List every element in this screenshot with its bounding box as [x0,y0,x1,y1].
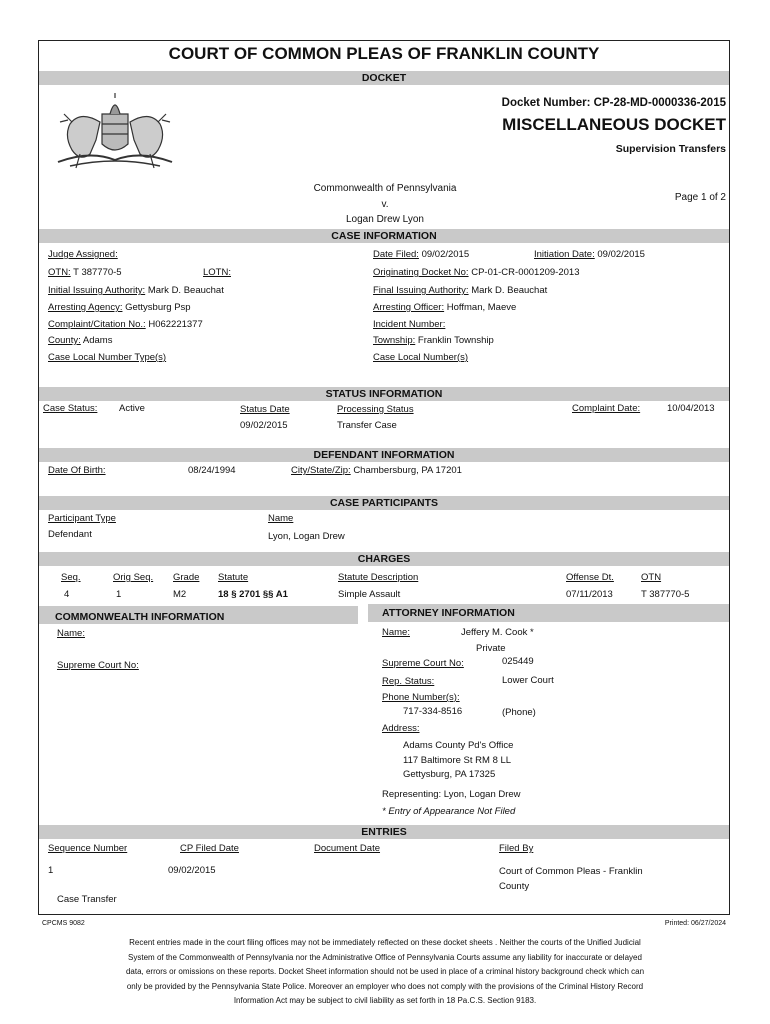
entries-document-date-header: Document Date [314,843,381,854]
charge-offense-date: 07/11/2013 [566,589,613,600]
charge-header-statute: Statute [218,572,249,583]
case-status-label: Case Status: [43,403,98,414]
disclaimer-line-5: Information Act may be subject to civil liability as set forth in 18 Pa.C.S. Section 9183. [233,996,537,1005]
docket-number: Docket Number: CP-28-MD-0000336-2015 [501,97,726,109]
participant-type-value: Defendant [48,529,92,540]
caption-v: v. [381,199,389,210]
initiation-date-label: Initiation Date: [534,249,595,260]
page-indicator: Page 1 of 2 [674,192,726,203]
charge-header-orig-seq: Orig Seq. [113,572,154,583]
commonwealth-name-label: Name: [57,628,85,639]
charge-header-grade: Grade [173,572,200,583]
township-label: Township: [373,335,416,346]
attorney-type: Private [476,643,506,654]
arresting-officer-label: Arresting Officer: [373,302,445,313]
judge-label: Judge Assigned: [48,249,118,260]
caption-defendant: Logan Drew Lyon [345,214,424,225]
entry-filed-by-line-1: Court of Common Pleas - Franklin [499,866,643,877]
local-numbers-label: Case Local Number(s) [373,352,469,363]
status-information-band: STATUS INFORMATION [39,387,729,401]
date-filed-label: Date Filed: [373,249,419,260]
city-state-zip-value: Chambersburg, PA 17201 [353,465,462,476]
case-status-value: Active [119,403,145,414]
otn-value: T 387770-5 [73,267,122,278]
rep-status-value: Lower Court [502,675,554,686]
case-participants-band: CASE PARTICIPANTS [39,496,729,510]
defendant-information-band: DEFENDANT INFORMATION [39,448,729,462]
complaint-label: Complaint/Citation No.: [48,319,146,330]
complaint-date-label: Complaint Date: [572,403,641,414]
attorney-information-band: ATTORNEY INFORMATION [368,604,729,622]
docket-type: MISCELLANEOUS DOCKET [502,115,726,134]
township-value: Franklin Township [417,335,494,346]
phone-type: (Phone) [502,707,536,718]
printed-date: Printed: 06/27/2024 [664,920,726,927]
charges-band: CHARGES [39,552,729,566]
disclaimer-line-2: System of the Commonwealth of Pennsylvania nor the Administrative Office of Pennsylvania Courts assume any liability for inaccurate or delayed [128,953,642,962]
commonwealth-supreme-label: Supreme Court No: [57,660,139,671]
case-information-band: CASE INFORMATION [39,229,729,243]
attorney-supreme-label: Supreme Court No: [382,658,464,669]
initial-authority-label: Initial Issuing Authority: [48,285,146,296]
entry-of-appearance-note: * Entry of Appearance Not Filed [382,806,516,817]
address-line-2: 117 Baltimore St RM 8 LL [403,755,512,766]
status-date-value: 09/02/2015 [240,420,288,431]
city-state-zip-label: City/State/Zip: [291,465,351,476]
complaint-value: H062221377 [148,319,203,330]
county-value: Adams [82,335,113,346]
initial-authority-value: Mark D. Beauchat [147,285,224,296]
representing: Representing: Lyon, Logan Drew [382,789,521,800]
processing-status-label: Processing Status [337,404,414,415]
disclaimer-line-1: Recent entries made in the court filing offices may not be immediately reflected on these docket sheets . Neither the courts of the Unified Judicial [129,938,641,947]
arresting-agency-label: Arresting Agency: [48,302,123,313]
address-line-3: Gettysburg, PA 17325 [403,769,496,780]
phone-value: 717-334-8516 [403,706,463,717]
disclaimer-line-3: data, errors or omissions on these reports. Docket Sheet information should not be used in place of a criminal history background check which can [125,967,645,976]
charge-seq: 4 [64,589,70,600]
entry-sequence: 1 [48,865,54,876]
final-authority-label: Final Issuing Authority: [373,285,469,296]
participant-type-header: Participant Type [48,513,116,524]
entries-filed-by-header: Filed By [499,843,534,854]
charge-otn: T 387770-5 [641,589,690,600]
participant-name-header: Name [268,513,294,524]
address-line-1: Adams County Pd's Office [403,740,514,751]
entry-filed-by-line-2: County [499,881,530,892]
charge-header-seq: Seq. [61,572,81,583]
charge-header-description: Statute Description [338,572,419,583]
arresting-agency-value: Gettysburg Psp [125,302,191,313]
docket-band: DOCKET [39,71,729,85]
date-filed-value: 09/02/2015 [421,249,470,260]
attorney-name-value: Jeffery M. Cook * [461,627,534,638]
lotn-label: LOTN: [203,267,231,278]
processing-status-value: Transfer Case [337,420,397,431]
court-title: COURT OF COMMON PLEAS OF FRANKLIN COUNTY [168,44,600,63]
complaint-date-value: 10/04/2013 [667,403,715,414]
incident-number-label: Incident Number: [373,319,446,330]
charge-description: Simple Assault [338,589,401,600]
originating-docket-label: Originating Docket No: [373,267,469,278]
docket-subtype: Supervision Transfers [615,143,726,155]
county-label: County: [48,335,81,346]
form-id: CPCMS 9082 [42,920,85,927]
charge-statute: 18 § 2701 §§ A1 [218,589,288,600]
attorney-name-label: Name: [382,627,410,638]
entries-seq-header: Sequence Number [48,843,128,854]
rep-status-label: Rep. Status: [382,676,435,687]
phone-label: Phone Number(s): [382,692,460,703]
charge-header-otn: OTN [641,572,662,583]
final-authority-value: Mark D. Beauchat [471,285,548,296]
entry-text: Case Transfer [57,894,117,905]
commonwealth-information-band: COMMONWEALTH INFORMATION [39,606,358,624]
otn-label: OTN: [48,267,71,278]
disclaimer-line-4: only be provided by the Pennsylvania State Police. Moreover an employer who does not comply with the provisions of the Criminal History Record [126,982,644,991]
pennsylvania-seal-icon [50,92,180,174]
entries-band: ENTRIES [39,825,729,839]
arresting-officer-value: Hoffman, Maeve [446,302,517,313]
status-date-label: Status Date [240,404,290,415]
entry-cp-filed-date: 09/02/2015 [168,865,216,876]
participant-name-value: Lyon, Logan Drew [268,531,345,542]
originating-docket-value: CP-01-CR-0001209-2013 [471,267,580,278]
caption-plaintiff: Commonwealth of Pennsylvania [313,183,457,194]
dob-value: 08/24/1994 [188,465,236,476]
charge-grade: M2 [173,589,187,600]
entries-cp-filed-header: CP Filed Date [180,843,239,854]
charge-orig-seq: 1 [116,589,122,600]
dob-label: Date Of Birth: [48,465,106,476]
local-number-type-label: Case Local Number Type(s) [48,352,167,363]
charge-header-offense-date: Offense Dt. [566,572,614,583]
initiation-date-value: 09/02/2015 [597,249,645,260]
attorney-supreme-value: 025449 [502,656,534,667]
address-label: Address: [382,723,420,734]
